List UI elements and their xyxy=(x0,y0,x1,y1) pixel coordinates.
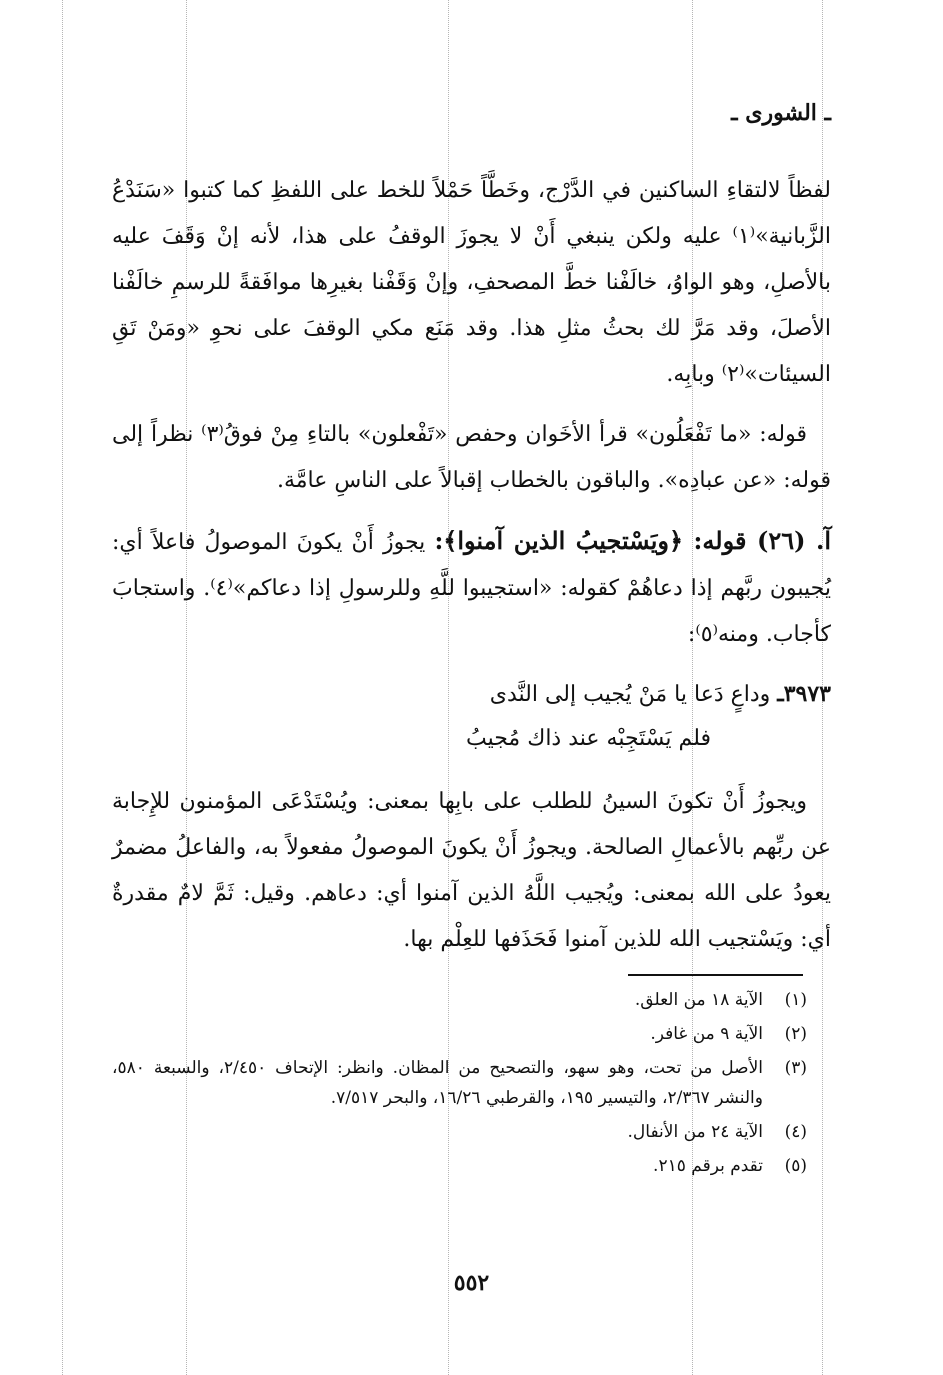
margin-guide xyxy=(62,0,63,1375)
footnote-text: الآية ٩ من غافر. xyxy=(650,1024,763,1044)
footnotes xyxy=(112,985,807,1185)
verse-hemistich-2: فلم يَسْتَجِبْه عند ذاك مُجيبُ xyxy=(465,726,711,751)
footnote-mark: (١) xyxy=(784,990,807,1010)
footnote-text: الأصل من تحت، وهو سهو، والتصحيح من المظان. وانظر: الإتحاف ٢/٤٥٠، والسبعة ٥٨٠، والنشر ٢/٣٦٧، والتيسير ١٩٥، والقرطبي ١٦/٢٦، والبحر ٧/٥١٧. xyxy=(112,1058,763,1108)
footnote xyxy=(112,985,807,1015)
footnote xyxy=(112,1019,807,1049)
verse-heading: آ. (٢٦) قوله: ﴿ويَسْتجيبُ الذين آمنوا﴾: xyxy=(434,526,831,555)
footnote-text: الآية ٢٤ من الأنفال. xyxy=(627,1122,763,1142)
footnote-mark: (٤) xyxy=(784,1122,807,1142)
footnote-text: الآية ١٨ من العلق. xyxy=(634,990,763,1010)
paragraph: قوله: «ما تَفْعَلُون» قرأ الأخَوان وحفص «تَفْعلون» بالتاءِ مِنْ فوقُ⁽٣⁾ نظراً إلى قوله: «عن عبادِه». والباقون بالخطاب إقبالاً على الناسِ عامَّة. xyxy=(112,422,831,493)
paragraph: ويجوزُ أَنْ تكونَ السينُ للطلب على بابِها بمعنى: ويُسْتَدْعَى المؤمنون للإِجابة عن ربِّهم بالأعمالِ الصالحة. ويجوزُ أَنْ يكونَ الموصولُ مفعولاً به، والفاعلُ مضمرٌ يعودُ على الله بمعنى: ويُجيب اللَّهُ الذين آمنوا أي: دعاهم. وقيل: ثَمَّ لامٌ مقدرةٌ أي: ويَسْتجيب الله للذين آمنوا فَحَذَفها للعِلْم بها. xyxy=(112,789,831,952)
page-number: ٥٥٢ xyxy=(453,1270,490,1296)
footnote-mark: (٥) xyxy=(784,1156,807,1176)
paragraph: لفظاً لالتقاءِ الساكنين في الدَّرْج، وخَطَّاً حَمْلاً للخط على اللفظِ كما كتبوا «سَنَدْعُ الزَّبانية»⁽١⁾ عليه ولكن ينبغي أَنْ لا يجوزَ الوقفُ على هذا، لأنه إنْ وَقَفَ عليه بالأصلِ، وهو الواوُ، خالَفْنا خطَّ المصحفِ، وإنْ وَقَفْنا بغيرِها موافَقةً للرسمِ خالَفْنا الأصلَ، وقد مَرَّ لك بحثُ مثلِ هذا. وقد مَنَع مكي الوقفَ على نحوِ «ومَنْ تَقِ السيئات»⁽٢⁾ وبابِه. xyxy=(112,178,831,387)
footnote-separator xyxy=(628,974,803,976)
verse-commentary-paragraph xyxy=(112,518,831,658)
footnote xyxy=(112,1151,807,1181)
verse-number: ٣٩٧٣ـ xyxy=(777,681,831,707)
main-text xyxy=(112,168,831,977)
footnote xyxy=(112,1117,807,1147)
footnote-text: تقدم برقم ٢١٥. xyxy=(653,1156,763,1176)
running-header: ـ الشورى ـ xyxy=(731,100,831,126)
poetry-verse xyxy=(112,672,831,717)
commentary-text: يجوزُ أَنْ يكونَ الموصولُ فاعلاً أي: يُجيبون ربَّهم إذا دعاهُمْ كقوله: «استجيبوا للَّهِ وللرسولِ إذا دعاكم»⁽٤⁾. واستجابَ كأجاب. ومنه⁽٥⁾: xyxy=(112,530,831,647)
verse-hemistich-1: وداعٍ دَعا يا مَنْ يُجيب إلى النَّدى xyxy=(489,682,771,707)
footnote xyxy=(112,1053,807,1113)
footnote-mark: (٣) xyxy=(784,1058,807,1078)
footnote-mark: (٢) xyxy=(784,1024,807,1044)
